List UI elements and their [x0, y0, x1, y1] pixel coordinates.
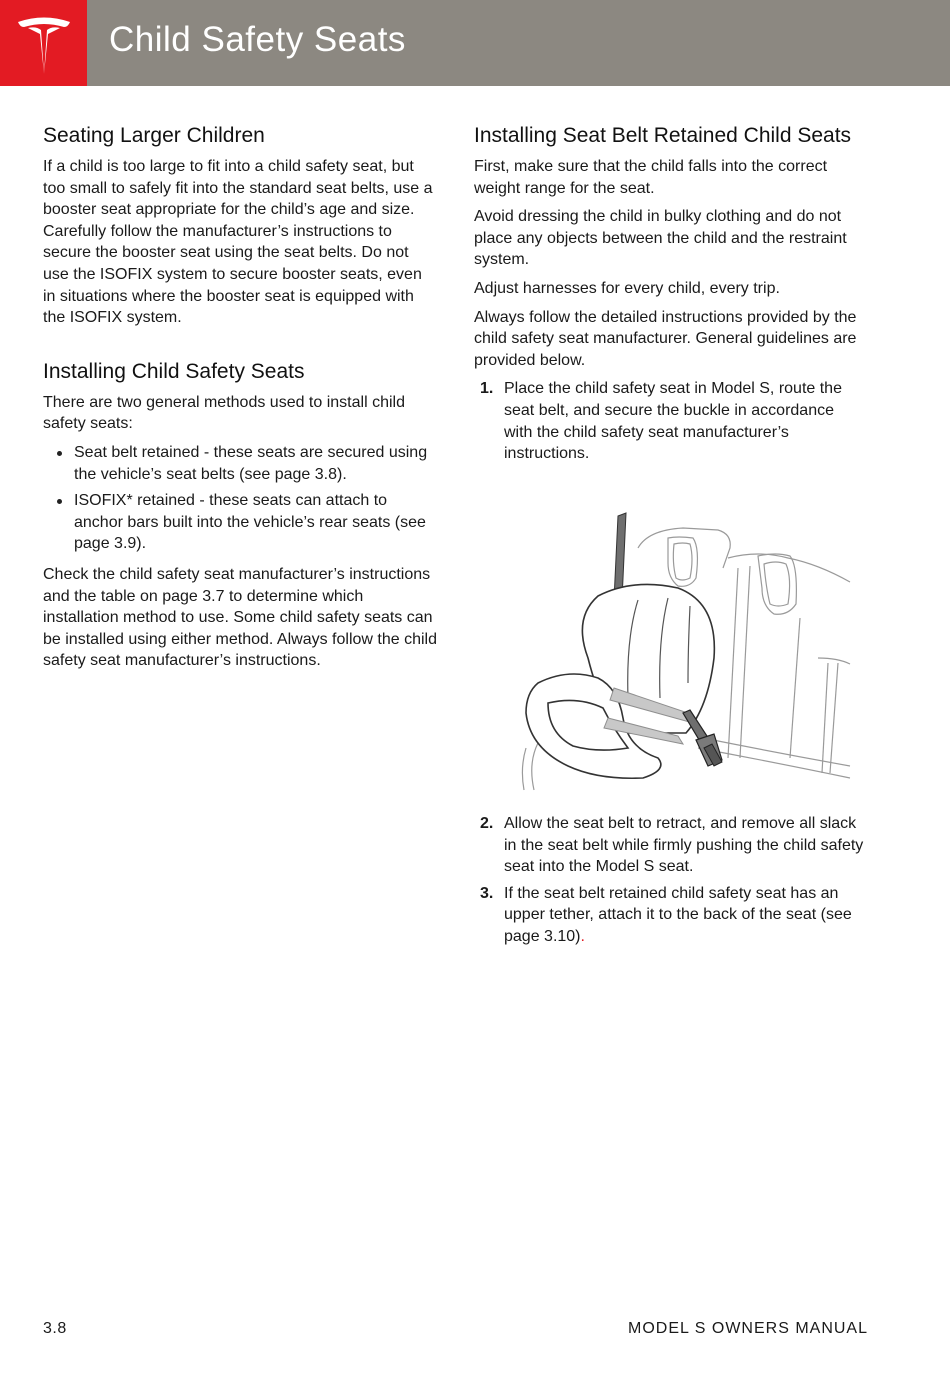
list-item [43, 490, 438, 555]
section-heading-installing: Installing Child Safety Seats [43, 359, 305, 383]
step-text: If the seat belt retained child safety seat has an upper tether, attach it to the back of the seat (see page 3.10) [504, 884, 852, 945]
bullet-dot-icon [57, 451, 62, 456]
installing-intro: There are two general methods used to install child safety seats: [43, 393, 405, 433]
left-column [43, 123, 438, 679]
logo-box [0, 0, 87, 86]
paragraph: Avoid dressing the child in bulky clothing and do not place any objects between the child and the restraint system. [474, 208, 847, 269]
list-item [43, 442, 438, 485]
manual-title: MODEL S OWNERS MANUAL [628, 1320, 868, 1337]
paragraph: Always follow the detailed instructions provided by the child safety seat manufacturer. General guidelines are provided below. [474, 308, 857, 369]
right-column [474, 123, 866, 470]
step-text: Place the child safety seat in Model S, route the seat belt, and secure the buckle in accordance with the child safety seat manufacturer’s instructions. [504, 380, 842, 463]
step-item [474, 883, 866, 948]
paragraph: First, make sure that the child falls into the correct weight range for the seat. [474, 158, 828, 197]
bullet-dot-icon [57, 499, 62, 504]
tesla-t-logo-icon [14, 14, 74, 74]
method-list [43, 442, 438, 555]
step-item [474, 378, 866, 464]
step-trailing-period: . [580, 927, 585, 945]
page-title: Child Safety Seats [109, 20, 406, 59]
step-text: Allow the seat belt to retract, and remove all slack in the seat belt while firmly pushing the child safety seat into the Model S seat. [504, 815, 864, 876]
step-number: 1. [480, 380, 494, 398]
page-number: 3.8 [43, 1320, 67, 1337]
steps-list-upper [474, 378, 866, 464]
step-item [474, 813, 866, 878]
list-item-text: ISOFIX* retained - these seats can attach to anchor bars built into the vehicle’s rear seats (see page 3.9). [74, 492, 426, 553]
section-heading-seat-belt-retained: Installing Seat Belt Retained Child Seats [474, 124, 852, 147]
section-heading-larger-children: Seating Larger Children [43, 124, 265, 147]
steps-list [474, 813, 866, 948]
steps-list-lower [474, 813, 866, 953]
child-seat-belt-illustration-icon [518, 508, 854, 793]
larger-children-body: If a child is too large to fit into a child safety seat, but too small to safely fit into the standard seat belts, use a booster seat appropriate for the child’s age and size. Carefully follow the manufacturer’s instructions to secure the booster seat using the seat belts. Do not use the ISOFIX system to secure booster seats, even in situations where the booster seat is equipped with the ISOFIX system. [43, 158, 433, 327]
installing-closing: Check the child safety seat manufacturer’s instructions and the table on page 3.7 to determine which installation method to use. Some child safety seats can be installed using either method. Always follow the child safety seat manufacturer’s instructions. [43, 565, 437, 670]
step-number: 3. [480, 884, 494, 902]
step-number: 2. [480, 815, 494, 832]
paragraph: Adjust harnesses for every child, every trip. [474, 279, 780, 297]
list-item-text: Seat belt retained - these seats are secured using the vehicle’s seat belts (see page 3.8). [74, 443, 428, 483]
